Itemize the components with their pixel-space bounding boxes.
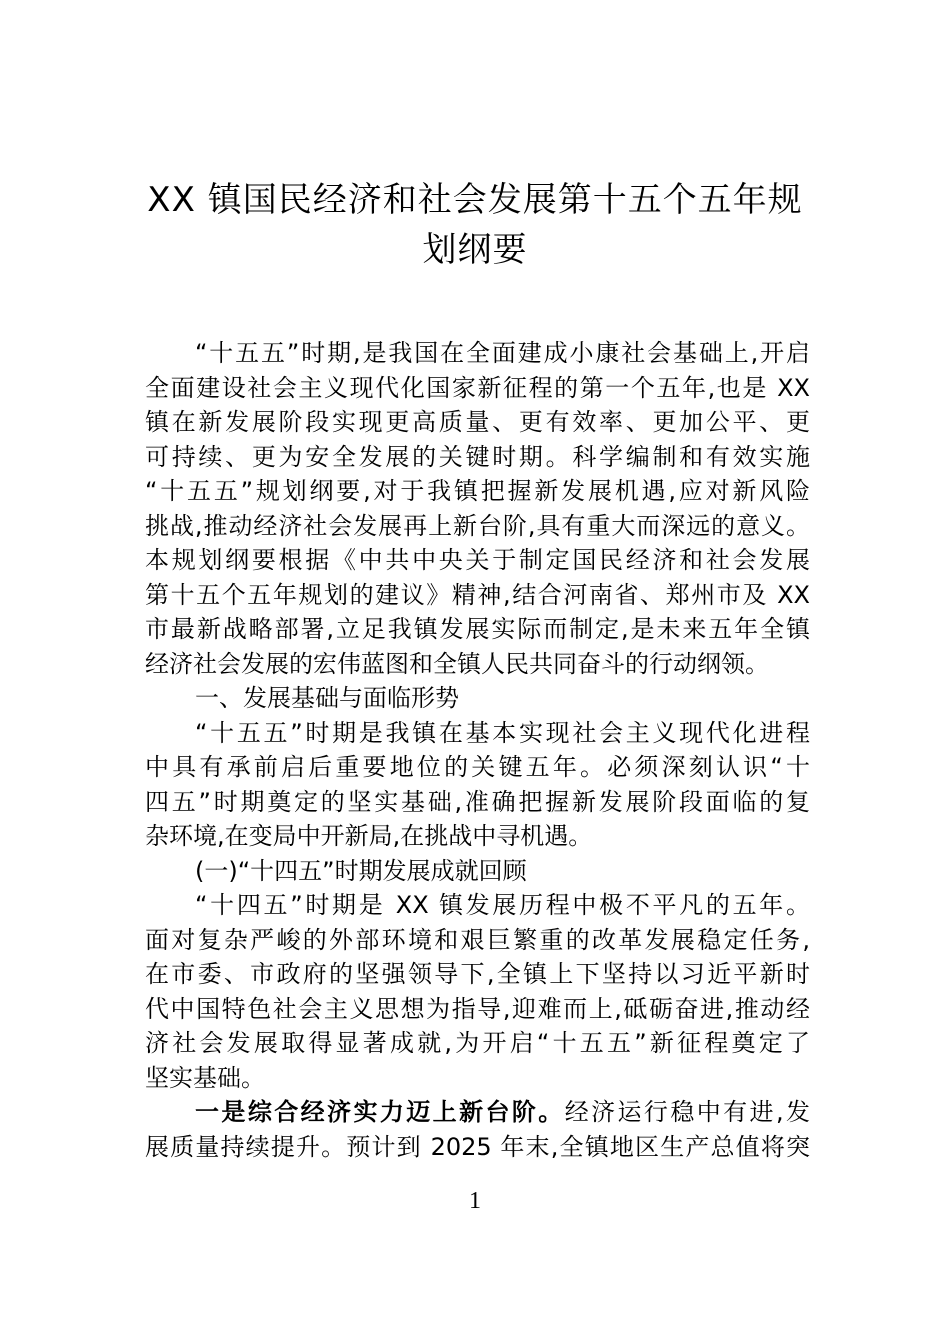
paragraph-line: 展质量持续提升。预计到 2025 年末,全镇地区生产总值将突 (145, 1132, 810, 1161)
paragraph-line: “十五五”时期,是我国在全面建成小康社会基础上,开启 (195, 339, 810, 367)
paragraph-line: 经济社会发展的宏伟蓝图和全镇人民共同奋斗的行动纲领。 (145, 649, 769, 678)
bold-lead-phrase: 一是综合经济实力迈上新台阶。 (195, 1098, 565, 1126)
paragraph-line (145, 1095, 810, 1130)
paragraph-line: “十五五”规划纲要,对于我镇把握新发展机遇,应对新风险 (145, 477, 810, 505)
paragraph-line: 市最新战略部署,立足我镇发展实际而制定,是未来五年全镇 (145, 615, 810, 643)
paragraph-line: 面对复杂严峻的外部环境和艰巨繁重的改革发展稳定任务, (145, 925, 810, 954)
paragraph-line: 可持续、更为安全发展的关键时期。科学编制和有效实施 (145, 442, 810, 471)
paragraph-line: 坚实基础。 (145, 1063, 265, 1092)
section-heading: 一、发展基础与面临形势 (195, 684, 459, 712)
paragraph-line: “十五五”时期是我镇在基本实现社会主义现代化进程 (195, 718, 810, 747)
subsection-heading: (一)“十四五”时期发展成就回顾 (195, 856, 527, 885)
paragraph-line: 杂环境,在变局中开新局,在挑战中寻机遇。 (145, 822, 593, 850)
paragraph-line: 全面建设社会主义现代化国家新征程的第一个五年,也是 XX (145, 373, 810, 402)
paragraph-text: 经济运行稳中有进,发 (564, 1098, 810, 1126)
document-title-line-2: 划纲要 (422, 230, 528, 270)
paragraph-line: 挑战,推动经济社会发展再上新台阶,具有重大而深远的意义。 (145, 511, 810, 540)
paragraph-line: 本规划纲要根据《中共中央关于制定国民经济和社会发展 (145, 546, 810, 574)
paragraph-line: 四五”时期奠定的坚实基础,准确把握新发展阶段面临的复 (145, 787, 810, 816)
paragraph-line: 在市委、市政府的坚强领导下,全镇上下坚持以习近平新时 (145, 960, 810, 988)
paragraph-line: 第十五个五年规划的建议》精神,结合河南省、郑州市及 XX (145, 580, 810, 609)
page-number: 1 (469, 1188, 481, 1214)
document-body (145, 336, 810, 1164)
paragraph-line: “十四五”时期是 XX 镇发展历程中极不平凡的五年。 (195, 891, 810, 919)
document-title-line-1: XX 镇国民经济和社会发展第十五个五年规 (147, 180, 803, 220)
paragraph-line: 中具有承前启后重要地位的关键五年。必须深刻认识“十 (145, 753, 810, 781)
paragraph-line: 代中国特色社会主义思想为指导,迎难而上,砥砺奋进,推动经 (145, 994, 810, 1023)
paragraph-line: 镇在新发展阶段实现更高质量、更有效率、更加公平、更 (145, 408, 810, 436)
paragraph-line: 济社会发展取得显著成就,为开启“十五五”新征程奠定了 (145, 1029, 810, 1057)
